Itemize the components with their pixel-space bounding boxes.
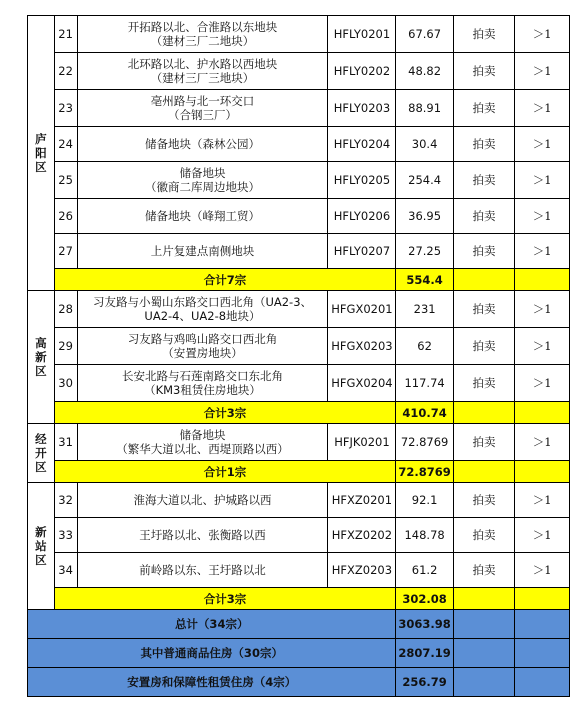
district-cell: 经 开 区 — [28, 424, 55, 483]
plot-name-line: （建材三厂三地块） — [150, 71, 255, 85]
table-row — [28, 127, 570, 162]
table-row — [28, 199, 570, 234]
district-cell: 高 新 区 — [28, 291, 55, 424]
plot-name-line: 储备地块 — [179, 166, 226, 180]
subtotal-area: 410.74 — [396, 402, 453, 424]
plot-name-line: 储备地块（峰翔工贸） — [144, 209, 260, 223]
total-empty — [515, 668, 570, 697]
total-row — [28, 610, 570, 639]
row-number: 21 — [54, 16, 77, 53]
subtotal-label: 合计1宗 — [54, 461, 396, 483]
plot-name-line: 储备地块 — [179, 428, 226, 442]
total-label: 总计（34宗） — [28, 610, 396, 639]
plot-name-line: 开拓路以北、合淮路以东地块 — [127, 20, 278, 34]
row-number: 26 — [54, 199, 77, 234]
row-number: 30 — [54, 365, 77, 402]
row-number: 25 — [54, 162, 77, 199]
sale-method: 拍卖 — [453, 234, 514, 269]
sale-method: 拍卖 — [453, 365, 514, 402]
table-row — [28, 53, 570, 90]
plot-code: HFGX0204 — [328, 365, 396, 402]
row-number: 33 — [54, 518, 77, 553]
plot-name — [77, 16, 328, 53]
total-label: 安置房和保障性租赁住房（4宗） — [28, 668, 396, 697]
plot-name-line: 淮海大道以北、护城路以西 — [133, 493, 272, 507]
plot-name — [77, 328, 328, 365]
plot-name-line: UA2-4、UA2-8地块） — [144, 309, 261, 323]
plot-name — [77, 553, 328, 588]
total-row — [28, 668, 570, 697]
sale-method: 拍卖 — [453, 53, 514, 90]
plot-name-line: 储备地块（森林公园） — [144, 137, 260, 151]
table-row — [28, 16, 570, 53]
land-plot-table — [27, 15, 570, 697]
bidder-count: ＞1 — [515, 199, 570, 234]
plot-area: 148.78 — [396, 518, 453, 553]
bidder-count: ＞1 — [515, 53, 570, 90]
plot-code: HFLY0207 — [328, 234, 396, 269]
total-empty — [453, 668, 514, 697]
plot-area: 62 — [396, 328, 453, 365]
plot-code: HFXZ0202 — [328, 518, 396, 553]
bidder-count: ＞1 — [515, 127, 570, 162]
sale-method: 拍卖 — [453, 291, 514, 328]
plot-name-line: 习友路与小蜀山东路交口西北角（UA2-3、 — [92, 295, 313, 309]
sale-method: 拍卖 — [453, 16, 514, 53]
subtotal-empty — [515, 588, 570, 610]
plot-name — [77, 90, 328, 127]
row-number: 29 — [54, 328, 77, 365]
plot-name-line: 王圩路以北、张衡路以西 — [139, 528, 266, 542]
plot-code: HFLY0206 — [328, 199, 396, 234]
subtotal-label: 合计3宗 — [54, 588, 396, 610]
sale-method: 拍卖 — [453, 127, 514, 162]
total-row — [28, 639, 570, 668]
plot-area: 254.4 — [396, 162, 453, 199]
plot-code: HFXZ0201 — [328, 483, 396, 518]
plot-area: 72.8769 — [396, 424, 453, 461]
total-area: 256.79 — [396, 668, 453, 697]
plot-name — [77, 365, 328, 402]
subtotal-area: 302.08 — [396, 588, 453, 610]
sale-method: 拍卖 — [453, 553, 514, 588]
table-row — [28, 328, 570, 365]
sale-method: 拍卖 — [453, 328, 514, 365]
table-row — [28, 518, 570, 553]
plot-name — [77, 234, 328, 269]
plot-name — [77, 424, 328, 461]
total-empty — [453, 610, 514, 639]
row-number: 32 — [54, 483, 77, 518]
bidder-count: ＞1 — [515, 424, 570, 461]
total-empty — [515, 610, 570, 639]
plot-name-line: 亳州路与北一环交口 — [150, 94, 255, 108]
row-number: 34 — [54, 553, 77, 588]
plot-code: HFLY0203 — [328, 90, 396, 127]
plot-name-line: （安置房地块） — [162, 346, 243, 360]
sale-method: 拍卖 — [453, 424, 514, 461]
plot-code: HFLY0201 — [328, 16, 396, 53]
table-body — [28, 16, 570, 697]
sale-method: 拍卖 — [453, 90, 514, 127]
plot-area: 36.95 — [396, 199, 453, 234]
bidder-count: ＞1 — [515, 162, 570, 199]
plot-code: HFXZ0203 — [328, 553, 396, 588]
plot-name — [77, 53, 328, 90]
plot-code: HFGX0203 — [328, 328, 396, 365]
row-number: 28 — [54, 291, 77, 328]
subtotal-empty — [453, 588, 514, 610]
plot-code: HFLY0202 — [328, 53, 396, 90]
plot-area: 61.2 — [396, 553, 453, 588]
plot-code: HFGX0201 — [328, 291, 396, 328]
subtotal-empty — [515, 461, 570, 483]
total-area: 2807.19 — [396, 639, 453, 668]
plot-name — [77, 199, 328, 234]
bidder-count: ＞1 — [515, 365, 570, 402]
row-number: 22 — [54, 53, 77, 90]
table-row — [28, 90, 570, 127]
subtotal-empty — [453, 269, 514, 291]
plot-name — [77, 162, 328, 199]
sale-method: 拍卖 — [453, 199, 514, 234]
row-number: 27 — [54, 234, 77, 269]
plot-area: 67.67 — [396, 16, 453, 53]
total-empty — [515, 639, 570, 668]
plot-name — [77, 483, 328, 518]
plot-area: 48.82 — [396, 53, 453, 90]
bidder-count: ＞1 — [515, 90, 570, 127]
bidder-count: ＞1 — [515, 234, 570, 269]
plot-name-line: 上片复建点南侧地块 — [150, 244, 255, 258]
bidder-count: ＞1 — [515, 328, 570, 365]
bidder-count: ＞1 — [515, 518, 570, 553]
plot-area: 92.1 — [396, 483, 453, 518]
plot-area: 30.4 — [396, 127, 453, 162]
total-area: 3063.98 — [396, 610, 453, 639]
plot-name — [77, 518, 328, 553]
subtotal-row — [28, 269, 570, 291]
sale-method: 拍卖 — [453, 483, 514, 518]
plot-area: 117.74 — [396, 365, 453, 402]
bidder-count: ＞1 — [515, 291, 570, 328]
bidder-count: ＞1 — [515, 483, 570, 518]
table-row — [28, 424, 570, 461]
subtotal-empty — [515, 269, 570, 291]
plot-name-line: （繁华大道以北、西堤顶路以西） — [116, 442, 289, 456]
plot-name-line: 习友路与鸡鸣山路交口西北角 — [127, 332, 278, 346]
subtotal-row — [28, 402, 570, 424]
total-label: 其中普通商品住房（30宗） — [28, 639, 396, 668]
district-cell: 新 站 区 — [28, 483, 55, 610]
plot-area: 231 — [396, 291, 453, 328]
row-number: 24 — [54, 127, 77, 162]
plot-name-line: 前岭路以东、王圩路以北 — [139, 563, 266, 577]
sale-method: 拍卖 — [453, 162, 514, 199]
subtotal-empty — [453, 402, 514, 424]
row-number: 23 — [54, 90, 77, 127]
plot-name-line: （KM3租赁住房地块） — [144, 383, 261, 397]
plot-code: HFLY0205 — [328, 162, 396, 199]
subtotal-area: 72.8769 — [396, 461, 453, 483]
row-number: 31 — [54, 424, 77, 461]
plot-name — [77, 291, 328, 328]
plot-code: HFJK0201 — [328, 424, 396, 461]
plot-name-line: （合钢三厂） — [167, 108, 237, 122]
table-row — [28, 234, 570, 269]
plot-name-line: 长安北路与石莲南路交口东北角 — [121, 369, 283, 383]
subtotal-label: 合计3宗 — [54, 402, 396, 424]
subtotal-empty — [515, 402, 570, 424]
plot-name — [77, 127, 328, 162]
plot-area: 27.25 — [396, 234, 453, 269]
district-cell: 庐 阳 区 — [28, 16, 55, 291]
subtotal-row — [28, 461, 570, 483]
subtotal-area: 554.4 — [396, 269, 453, 291]
table-row — [28, 291, 570, 328]
subtotal-empty — [453, 461, 514, 483]
bidder-count: ＞1 — [515, 553, 570, 588]
table-row — [28, 553, 570, 588]
total-empty — [453, 639, 514, 668]
subtotal-row — [28, 588, 570, 610]
plot-name-line: （建材三厂二地块） — [150, 34, 255, 48]
subtotal-label: 合计7宗 — [54, 269, 396, 291]
plot-area: 88.91 — [396, 90, 453, 127]
table-row — [28, 162, 570, 199]
table-row — [28, 483, 570, 518]
plot-code: HFLY0204 — [328, 127, 396, 162]
sale-method: 拍卖 — [453, 518, 514, 553]
bidder-count: ＞1 — [515, 16, 570, 53]
plot-name-line: 北环路以北、护水路以西地块 — [127, 57, 278, 71]
table-row — [28, 365, 570, 402]
plot-name-line: （徽商二库周边地块） — [144, 180, 260, 194]
